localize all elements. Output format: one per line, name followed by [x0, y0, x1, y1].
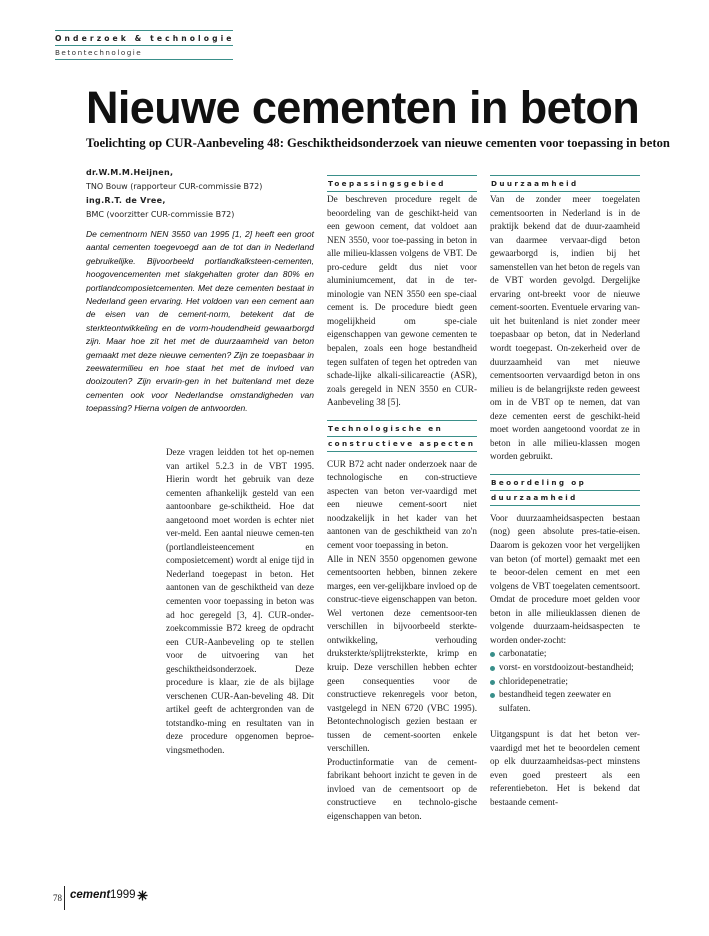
col3-head1-rule-bottom — [490, 191, 640, 192]
col3-heading-duurzaamheid: Duurzaamheid — [491, 179, 579, 188]
magazine-name: cement — [70, 889, 111, 901]
author-affiliation-2: BMC (voorzitter CUR-commissie B72) — [86, 210, 235, 219]
col3-head2-rule-bottom — [490, 505, 640, 506]
list-item: vorst- en vorstdooizout-bestandheid; — [490, 661, 640, 675]
article-intro: De cementnorm NEN 3550 van 1995 [1, 2] heeft een groot aantal cementen toegevoegd aan de tot dan in Nederland gebruikelijke. Bijvoorbeeld portlandkalksteen-cementen, hoogovencementen met slakgehalten groter dan 80% en portlandcomposietcementen. Met deze cementen bestaat in Nederland geen ervaring. Het voldoen van een cement aan de eisen van de cement-norm, betekent dat de sterkteontwikkeling en de vorm-houdendheid gewaarborgd zijn. Maar hoe zit het met de duurzaamheid van beton gemaakt met deze nieuwe cementen? Zijn ze toepasbaar in zeewatermilieu en hoe staat het met de invloed van dooizouten? Zijn ervarin-gen in het buitenland met deze cementen ook voor Nederlandse omstandigheden van toepassing? Hierna volgen de antwoorden. — [86, 229, 314, 414]
paragraph-spacer — [490, 715, 640, 728]
bullet-dot-icon — [490, 693, 495, 698]
col3-heading-duurzaamheid-2: duurzaamheid — [491, 492, 578, 502]
column-2-body — [327, 193, 477, 824]
author-name-1: dr.W.M.M.Heijnen, — [86, 168, 174, 177]
column-1-paragraph: Deze vragen leidden tot het op-nemen van artikel 5.2.3 in de VBT 1995. Hierin wordt het gebruik van deze cementen afhankelijk gesteld van een aantoonbare ge-schiktheid. Hoe dat aangetoond moet worden is echter niet ver-meld. Een aantal nieuwe cemen-ten (portlandleisteencement en composietcement) wordt al enige tijd in Nederland toegepast in beton. Het aantonen van de geschiktheid van deze cementen voor toepassing in beton was ad hoc geregeld [3, 4]. CUR-onder-zoekcommissie B72 kreeg de opdracht een CUR-Aanbeveling op te stellen voor de uitvoering van het geschiktheidsonderzoek. Deze procedure is klaar, zie de als bijlage verschenen CUR-Aan-beveling 48. Dit artikel geeft de achtergronden van de totstandko-ming en resultaten van in deze procedure opgenomen beproe-vingsmethoden. — [166, 447, 314, 756]
col3-paragraph-3: Uitgangspunt is dat het beton ver-vaardigd met het te beoordelen cement op elk duurzaamheidsas-pect minstens even goed presteert als een referentiebeton. Het is bekend dat bestaande cement- — [490, 729, 640, 807]
snowflake-icon — [137, 890, 148, 901]
col3-head1-rule-top — [490, 175, 640, 176]
col2-heading-constructieve: constructieve aspecten — [328, 438, 476, 448]
list-item: carbonatatie; — [490, 647, 640, 661]
article-subtitle: Toelichting op CUR-Aanbeveling 48: Geschiktheidsonderzoek van nieuwe cementen voor toepassing in beton — [86, 136, 670, 150]
col2-paragraph-3: Alle in NEN 3550 opgenomen gewone cementsoorten hebben, binnen zekere marges, een ver-gelijkbare invloed op de construc-tieve eigenschappen van beton. Wel vertonen deze cementsoor-ten verschillen in bijvoorbeeld sterkte-ontwikkeling, verhouding druksterkte/splijtreksterkte, krimp en kruip. Deze verschillen hebben echter geen consequenties voor de constructieve rekenregels voor beton, vastgelegd in NEN 6720 (VBC 1995). Betontechnologisch gezien bestaan er tussen de cement-soorten enkele verschillen. — [327, 553, 477, 754]
col2-head2-rule-top — [327, 420, 477, 421]
col2-paragraph-2: CUR B72 acht nader onderzoek naar de technologische en con-structieve aspecten van beton ver-vaardigd met een nieuwe cement-soort niet noodzakelijk in het kader van het aantonen van de geschiktheid van zo'n cement voor toepassing in beton. — [327, 458, 477, 551]
page-number: 78 — [53, 893, 62, 903]
col2-head2-rule-bottom — [327, 451, 477, 452]
author-affiliation-1: TNO Bouw (rapporteur CUR-commissie B72) — [86, 182, 263, 191]
bullet-dot-icon — [490, 680, 495, 685]
list-item: chloridepenetratie; — [490, 675, 640, 689]
column-3-body — [490, 193, 640, 809]
bullet-dot-icon — [490, 652, 495, 657]
col2-paragraph-1: De beschreven procedure regelt de beoordeling van de geschikt-heid van een gewoon cement, dat voldoet aan NEN 3550, voor toe-passing in beton in alle milieu-klassen volgens de VBT. De pro-cedure geldt dus niet voor aluminiumcement, dat in de ter-minologie van NEN 3550 een spe-ciaal cement is. De procedure biedt geen mogelijkheid om spe-ciale eigenschappen van gewone cementen te bepalen, zoals een hoge bestandheid tegen sulfaten of tegen het optreden van schade-lijke alkali-silicareactie (ASR), zoals geregeld in NEN 3550 en CUR-Aanbeveling 38 [5]. — [327, 194, 477, 408]
header-rule-middle — [55, 45, 233, 46]
col2-head1-rule-bottom — [327, 191, 477, 192]
col3-paragraph-1: Van de zonder meer toegelaten cementsoorten in Nederland is in de praktijk bekend dat de duur-zaamheid van daarmee vervaar-digd beton gewaarborgd is, indien bij het samenstellen van het beton de regels van de VBT worden gevolgd. Dergelijke ervaring ont-breekt voor de nieuwe cement-soorten. Eventuele ervaring van-uit het buitenland is niet zonder meer toepasbaar op beton, dat in Nederland wordt toegepast. On-zekerheid over de duurzaamheid van met nieuwe cementsoorten vervaardigd beton in ons milieu is de belangrijkste reden geweest om in de VBT op te nemen, dat van deze cementen eerst de geschikt-heid moet worden aangetoond voordat ze in beton in alle milieu-klassen mogen worden gebruikt. — [490, 194, 641, 462]
column-1-body — [166, 446, 314, 758]
col3-heading-beoordeling: Beoordeling op — [491, 477, 587, 487]
col2-head1-rule-top — [327, 175, 477, 176]
list-item: bestandheid tegen zeewater en sulfaten. — [490, 688, 640, 715]
col2-paragraph-4: Productinformatie van de cement-fabrikant behoort inzicht te geven in de invloed van de cementsoort op de constructieve en technolo-gische eigenschappen van beton. — [327, 756, 477, 821]
col2-heading-technologische: Technologische en — [328, 423, 444, 433]
col2-head2-rule-middle — [327, 436, 477, 437]
footer-divider — [64, 886, 65, 910]
magazine-year: 1999 — [110, 889, 136, 901]
durability-aspects-list — [490, 647, 640, 715]
bullet-dot-icon — [490, 666, 495, 671]
author-name-2: ing.R.T. de Vree, — [86, 196, 166, 205]
section-label: Onderzoek & technologie — [55, 34, 235, 43]
header-rule-top — [55, 30, 233, 31]
col3-head2-rule-top — [490, 474, 640, 475]
col3-heading-block-2 — [490, 464, 640, 512]
col2-heading-block-2 — [327, 410, 477, 458]
col3-paragraph-2: Voor duurzaamheidsaspecten bestaan (nog) geen absolute pres-tatie-eisen. Daarom is gekozen voor het vergelijken van beton (of mortel) gemaakt met een te beoor-delen cement en met een volgens de VBT toegelaten cementsoort. Omdat de procedure moet gelden voor beton in alle milieuklassen dienen de volgende duurzaam-heidsaspecten te worden onder-zocht: — [490, 512, 640, 645]
subsection-label: Betontechnologie — [55, 48, 143, 57]
col3-head2-rule-middle — [490, 490, 640, 491]
col2-heading-toepassingsgebied: Toepassingsgebied — [328, 179, 446, 188]
header-rule-bottom — [55, 59, 233, 60]
article-title: Nieuwe cementen in beton — [86, 82, 640, 133]
